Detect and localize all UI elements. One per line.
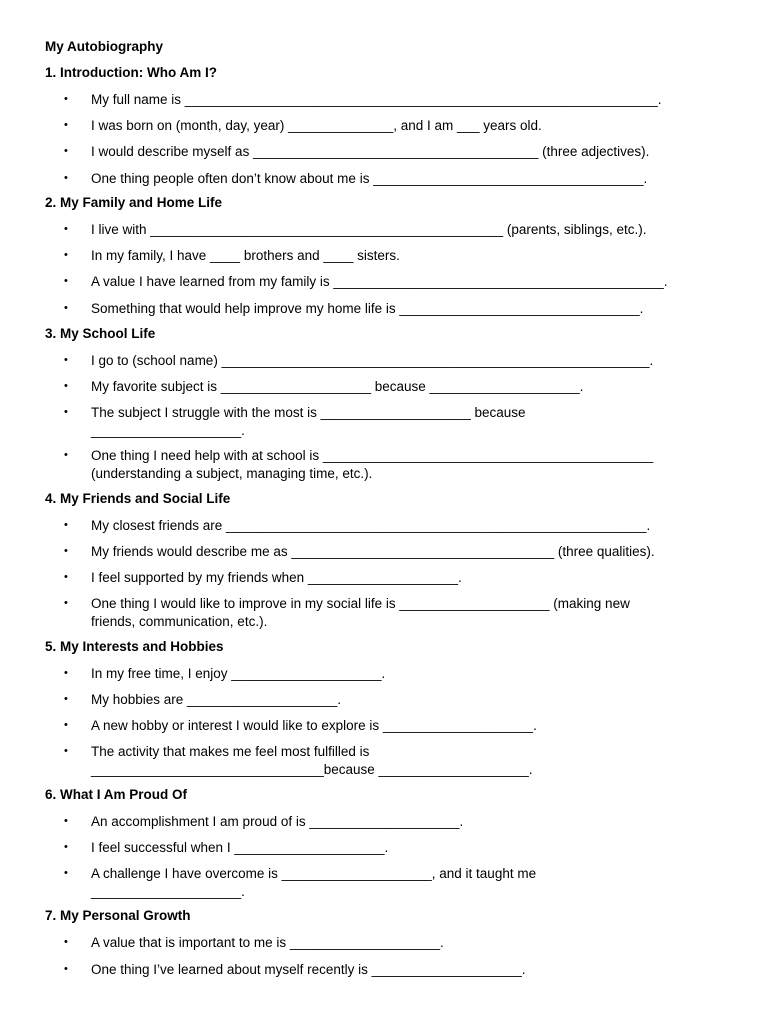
prompt-text: A new hobby or interest I would like to explore is ____________________. <box>91 718 537 733</box>
bullet-icon: • <box>64 667 68 679</box>
section-heading-proud: 6. What I Am Proud Of <box>45 787 188 802</box>
prompt-text: My full name is _______________________________________________________________. <box>91 92 662 107</box>
bullet-icon: • <box>64 597 68 609</box>
bullet-icon: • <box>64 449 68 461</box>
section-heading-interests: 5. My Interests and Hobbies <box>45 639 224 654</box>
bullet-icon: • <box>64 936 68 948</box>
bullet-icon: • <box>64 380 68 392</box>
prompt-text: A challenge I have overcome is ____________________, and it taught me ____________________. <box>91 866 537 899</box>
bullet-icon: • <box>64 519 68 531</box>
prompt-text: In my family, I have ____ brothers and ____ sisters. <box>91 248 400 263</box>
prompt-text: One thing people often don’t know about me is ____________________________________. <box>91 171 648 186</box>
bullet-icon: • <box>64 745 68 757</box>
prompt-text: A value that is important to me is ____________________. <box>91 935 444 950</box>
bullet-icon: • <box>64 406 68 418</box>
bullet-icon: • <box>64 545 68 557</box>
document-title: My Autobiography <box>45 39 163 54</box>
bullet-icon: • <box>64 249 68 261</box>
prompt-text: I would describe myself as ______________________________________ (three adjectives). <box>91 144 650 159</box>
prompt-text: My hobbies are ____________________. <box>91 692 341 707</box>
bullet-icon: • <box>64 302 68 314</box>
bullet-icon: • <box>64 815 68 827</box>
section-heading-friends: 4. My Friends and Social Life <box>45 491 231 506</box>
prompt-text: My friends would describe me as ___________________________________ (three qualities). <box>91 544 655 559</box>
prompt-text: One thing I’ve learned about myself recently is ____________________. <box>91 962 526 977</box>
prompt-text: The subject I struggle with the most is ____________________ because ____________________. <box>91 405 526 438</box>
bullet-icon: • <box>64 223 68 235</box>
prompt-text: I live with _______________________________________________ (parents, siblings, etc.). <box>91 222 647 237</box>
bullet-icon: • <box>64 354 68 366</box>
prompt-text: An accomplishment I am proud of is ____________________. <box>91 814 464 829</box>
section-heading-school: 3. My School Life <box>45 326 156 341</box>
bullet-icon: • <box>64 867 68 879</box>
prompt-text: I feel successful when I ____________________. <box>91 840 389 855</box>
prompt-text: The activity that makes me feel most fulfilled is _______________________________because ____________________. <box>91 744 533 777</box>
bullet-icon: • <box>64 119 68 131</box>
prompt-text: My closest friends are ________________________________________________________. <box>91 518 651 533</box>
section-heading-family: 2. My Family and Home Life <box>45 195 223 210</box>
bullet-icon: • <box>64 719 68 731</box>
bullet-icon: • <box>64 963 68 975</box>
bullet-icon: • <box>64 93 68 105</box>
section-heading-growth: 7. My Personal Growth <box>45 908 191 923</box>
prompt-text: I feel supported by my friends when ____________________. <box>91 570 462 585</box>
prompt-text: I was born on (month, day, year) ______________, and I am ___ years old. <box>91 118 542 133</box>
prompt-text: One thing I would like to improve in my social life is ____________________ (making new friends, communication, etc.). <box>91 596 630 629</box>
prompt-text: My favorite subject is ____________________ because ____________________. <box>91 379 584 394</box>
bullet-icon: • <box>64 145 68 157</box>
prompt-text: One thing I need help with at school is ____________________________________________ (understanding a subject, managing time, etc.). <box>91 448 654 481</box>
prompt-text: I go to (school name) _________________________________________________________. <box>91 353 654 368</box>
prompt-text: A value I have learned from my family is ____________________________________________. <box>91 274 668 289</box>
bullet-icon: • <box>64 275 68 287</box>
bullet-icon: • <box>64 693 68 705</box>
bullet-icon: • <box>64 841 68 853</box>
prompt-text: Something that would help improve my home life is ________________________________. <box>91 301 644 316</box>
prompt-text: In my free time, I enjoy ____________________. <box>91 666 386 681</box>
bullet-icon: • <box>64 571 68 583</box>
bullet-icon: • <box>64 172 68 184</box>
section-heading-introduction: 1. Introduction: Who Am I? <box>45 65 217 80</box>
